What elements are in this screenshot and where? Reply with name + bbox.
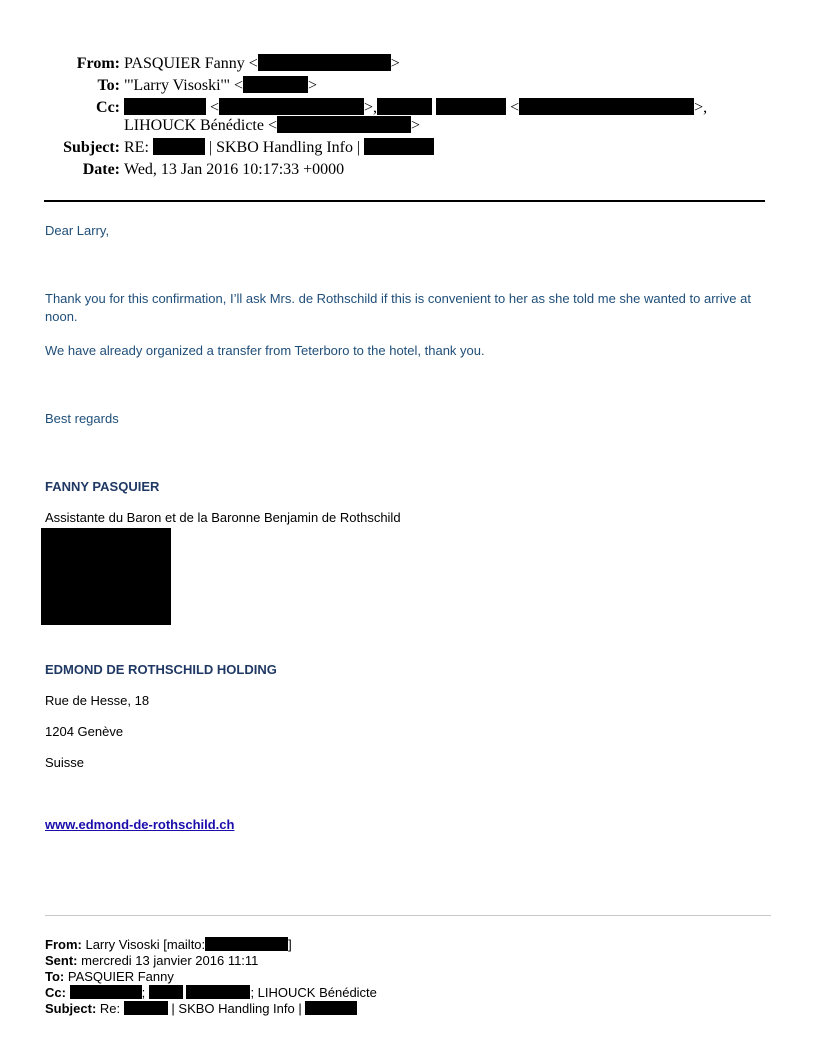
signature-address-1: Rue de Hesse, 18 — [45, 693, 150, 708]
redacted-email — [205, 937, 288, 951]
forwarded-header — [45, 937, 377, 1017]
redacted-text — [153, 138, 205, 155]
signature-company: EDMOND DE ROTHSCHILD HOLDING — [45, 662, 277, 677]
redacted-name — [124, 98, 206, 115]
to-name: "'Larry Visoski'" < — [124, 77, 244, 94]
cc-bracket: > — [410, 117, 421, 134]
closing: Best regards — [45, 411, 119, 426]
forward-divider — [45, 915, 771, 916]
subject-text: | SKBO Handling Info | — [208, 139, 361, 156]
fw-cc-row — [45, 985, 377, 1001]
fw-sent-row — [45, 953, 377, 969]
cc-value — [124, 98, 707, 118]
redacted-name — [186, 985, 250, 999]
fw-subject-row — [45, 1001, 377, 1017]
signature-address-2: 1204 Genève — [45, 724, 124, 739]
from-label: From: — [76, 55, 120, 72]
fw-to-value: PASQUIER Fanny — [67, 969, 174, 984]
to-bracket: > — [308, 77, 318, 94]
greeting: Dear Larry, — [45, 223, 110, 238]
subject-value — [124, 138, 434, 158]
cc-bracket: >, — [364, 99, 378, 116]
header-divider — [44, 200, 765, 202]
redacted-email — [277, 116, 411, 133]
redacted-email — [219, 98, 364, 115]
cc-value-2 — [124, 116, 420, 136]
to-value — [124, 76, 317, 96]
signature-title: Assistante du Baron et de la Baronne Benjamin de Rothschild — [45, 510, 401, 525]
fw-from-label: From: — [45, 937, 82, 952]
from-value — [124, 54, 400, 74]
fw-from-bracket: ] — [288, 937, 292, 952]
fw-subject-label: Subject: — [45, 1001, 97, 1016]
fw-to-row — [45, 969, 377, 985]
website-link[interactable]: www.edmond-de-rothschild.ch — [45, 817, 235, 832]
body-paragraph-1: Thank you for this confirmation, I’ll ask Mrs. de Rothschild if this is convenient to her as she told me she wanted to arrive at noon. — [45, 291, 751, 324]
cc-bracket: < — [210, 99, 220, 116]
cc-label: Cc: — [96, 99, 120, 116]
email-header — [0, 54, 816, 184]
to-label: To: — [97, 77, 120, 94]
fw-cc-tail: ; LIHOUCK Bénédicte — [250, 985, 377, 1000]
fw-sent-value: mercredi 13 janvier 2016 11:11 — [81, 953, 259, 968]
redacted-text — [305, 1001, 357, 1015]
redacted-name — [436, 98, 506, 115]
date-label: Date: — [82, 161, 120, 178]
fw-cc-sep: ; — [141, 985, 146, 1000]
redacted-name — [149, 985, 183, 999]
fw-sent-label: Sent: — [45, 953, 78, 968]
from-name: PASQUIER Fanny < — [124, 55, 258, 72]
signature-name: FANNY PASQUIER — [45, 479, 160, 494]
redacted-text — [124, 1001, 168, 1015]
subject-label: Subject: — [63, 139, 120, 156]
fw-cc-label: Cc: — [45, 985, 66, 1000]
fw-subject-prefix: Re: — [99, 1001, 121, 1016]
from-bracket: > — [390, 55, 400, 72]
subject-prefix: RE: — [124, 139, 149, 156]
redacted-logo — [41, 528, 171, 625]
fw-from-value: Larry Visoski [mailto: — [85, 937, 206, 952]
fw-to-label: To: — [45, 969, 65, 984]
cc-name: LIHOUCK Bénédicte < — [124, 117, 277, 134]
cc-bracket: >, — [694, 99, 708, 116]
redacted-email — [258, 54, 391, 71]
redacted-name — [70, 985, 142, 999]
fw-from-row — [45, 937, 377, 953]
redacted-email — [243, 76, 308, 93]
redacted-text — [364, 138, 434, 155]
redacted-name — [377, 98, 432, 115]
body-paragraph-2: We have already organized a transfer from Teterboro to the hotel, thank you. — [45, 343, 485, 358]
date-value: Wed, 13 Jan 2016 10:17:33 +0000 — [124, 161, 345, 178]
fw-subject-text: | SKBO Handling Info | — [171, 1001, 302, 1016]
cc-bracket: < — [510, 99, 520, 116]
signature-country: Suisse — [45, 755, 85, 770]
redacted-email — [519, 98, 694, 115]
